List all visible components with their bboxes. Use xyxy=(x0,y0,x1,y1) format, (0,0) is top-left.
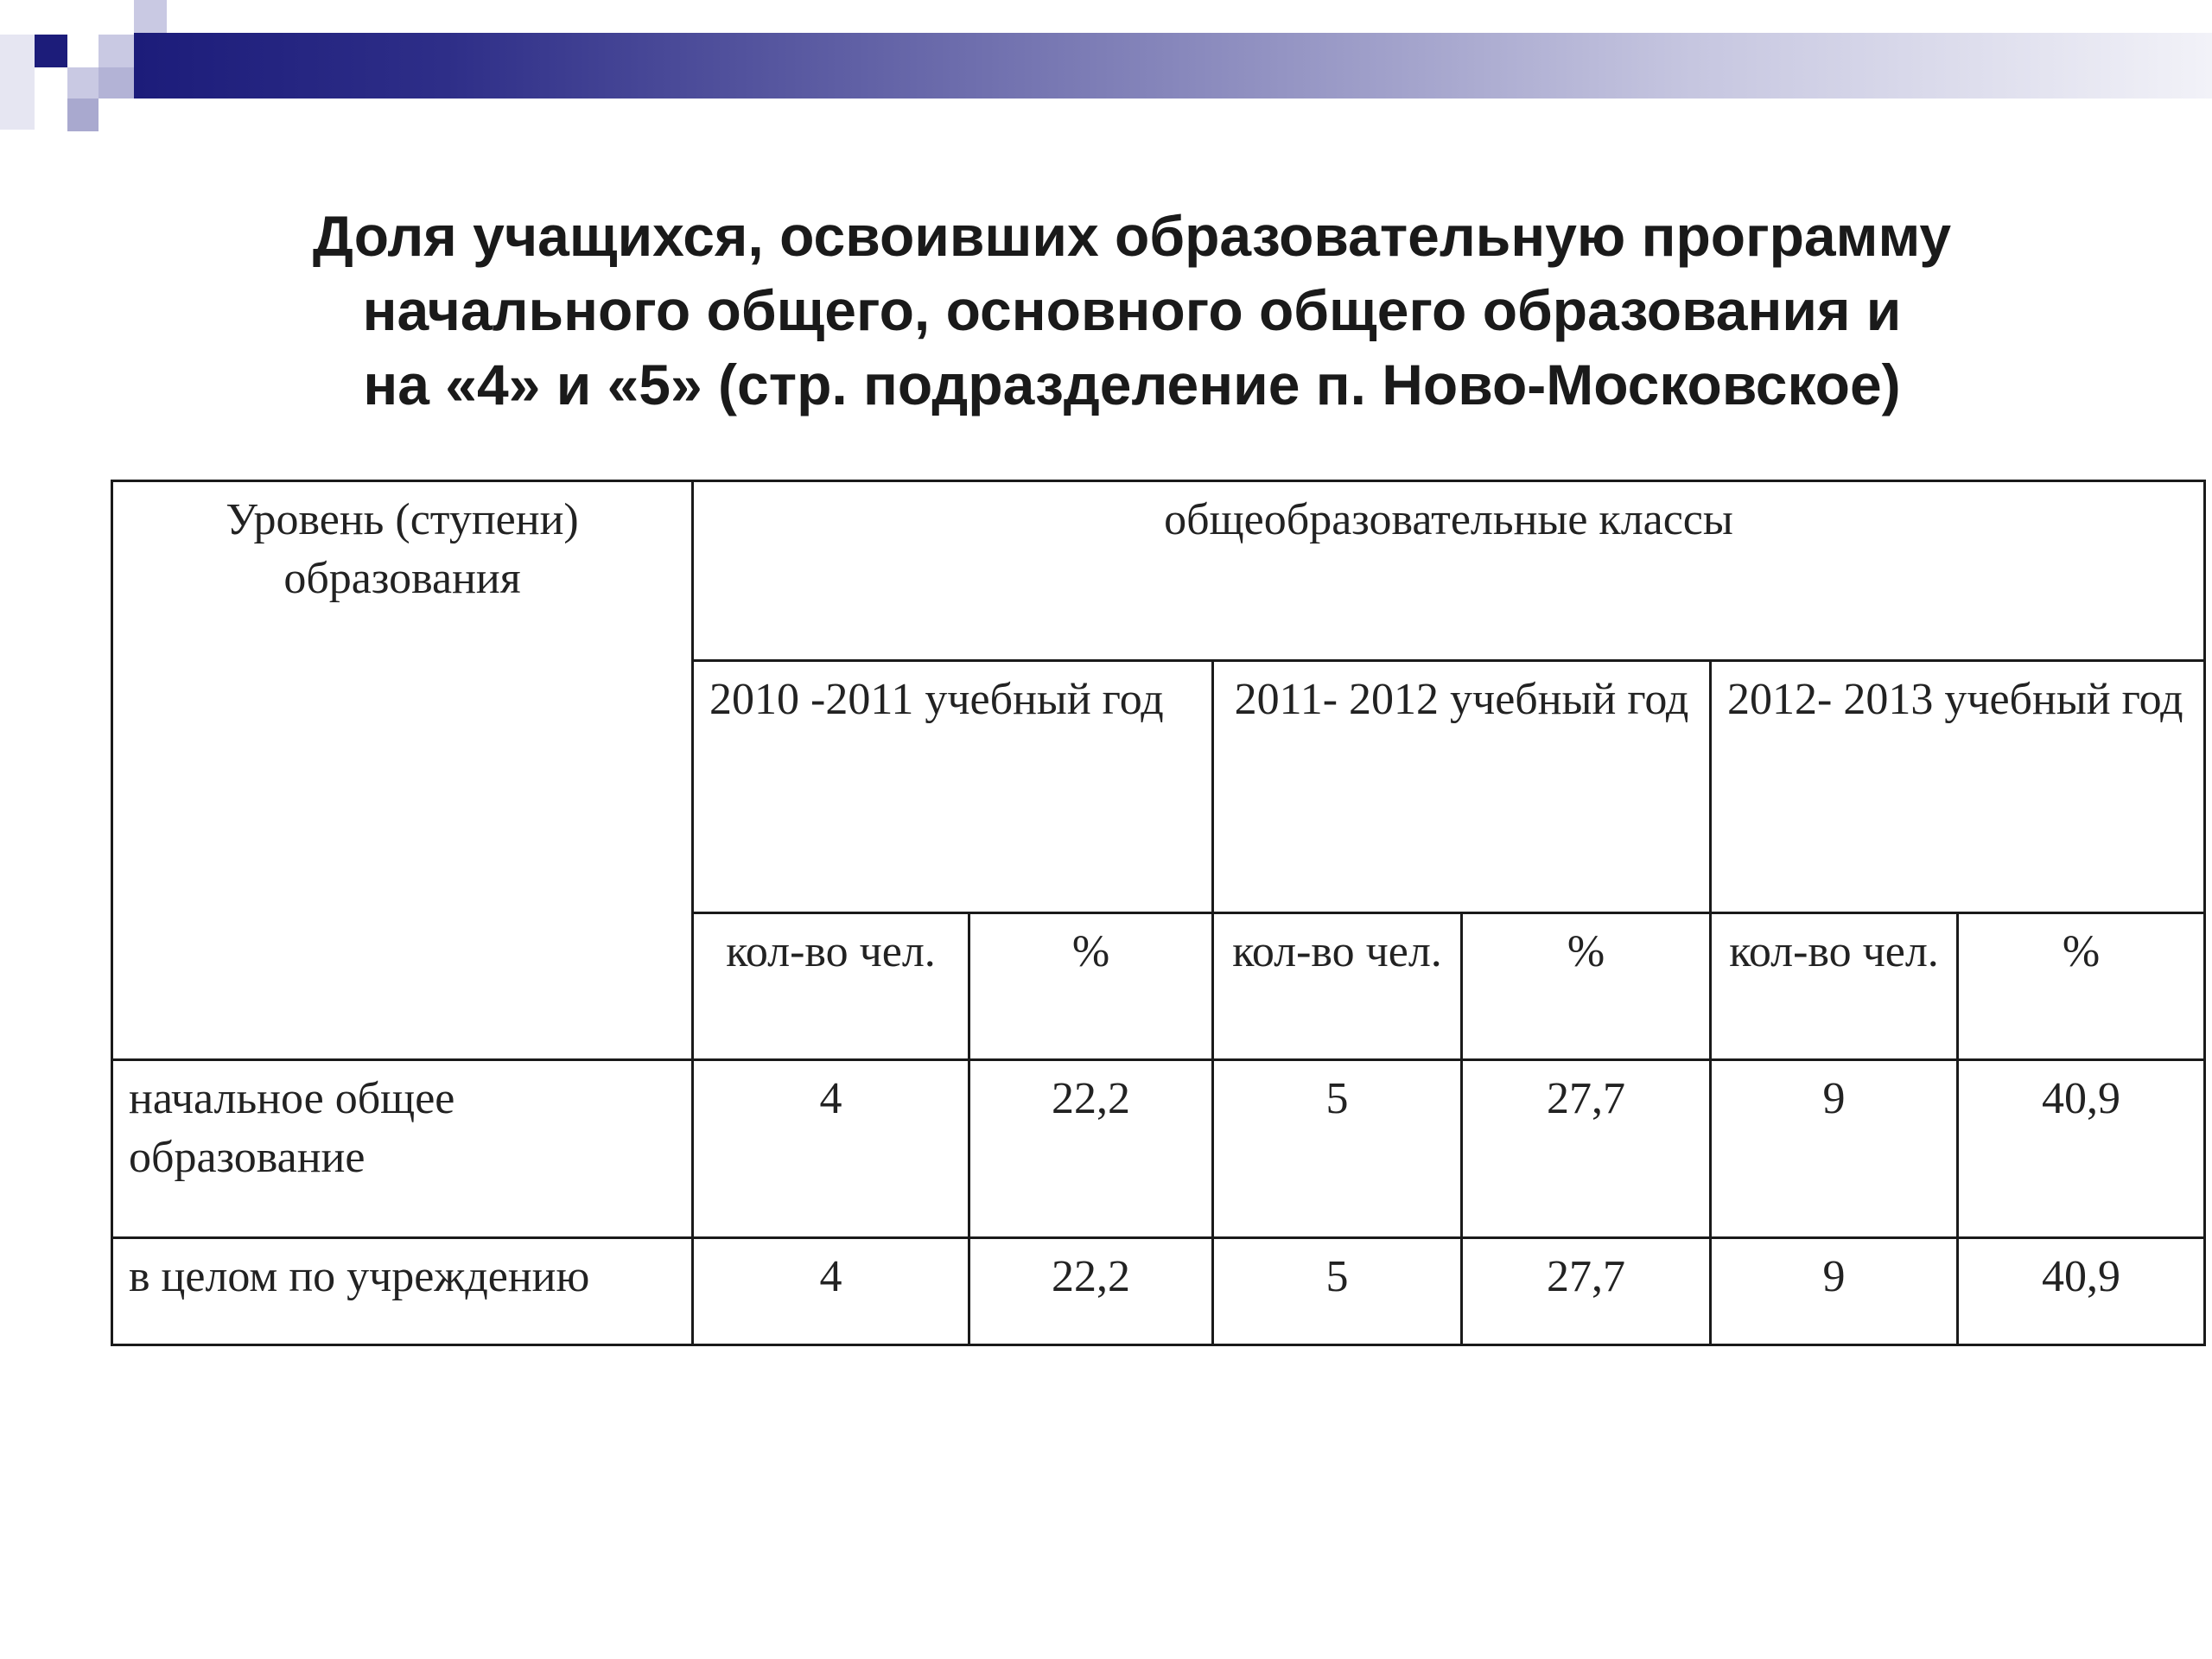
banner-gradient-bar xyxy=(134,33,2212,99)
banner-square xyxy=(99,35,134,67)
header-row-1 xyxy=(112,481,2205,661)
banner-square xyxy=(67,35,99,67)
subheader-percent: % xyxy=(969,913,1213,1060)
row-label: начальное общее образование xyxy=(112,1060,693,1238)
table-cell: 22,2 xyxy=(969,1238,1213,1345)
table-cell: 4 xyxy=(693,1060,969,1238)
title-line-1: Доля учащихся, освоивших образовательную программу xyxy=(312,204,1952,268)
table-cell: 5 xyxy=(1213,1238,1462,1345)
slide-title xyxy=(0,199,2212,422)
banner-square xyxy=(67,67,99,99)
year-header-2011-2012: 2011- 2012 учебный год xyxy=(1213,661,1711,913)
banner-square xyxy=(134,0,167,33)
table-row xyxy=(112,1060,2205,1238)
year-header-2012-2013: 2012- 2013 учебный год xyxy=(1711,661,2205,913)
subheader-percent: % xyxy=(1958,913,2205,1060)
table-cell: 27,7 xyxy=(1462,1060,1711,1238)
row-label: в целом по учреждению xyxy=(112,1238,693,1345)
year-header-2010-2011: 2010 -2011 учебный год xyxy=(693,661,1213,913)
subheader-percent: % xyxy=(1462,913,1711,1060)
table-cell: 4 xyxy=(693,1238,969,1345)
table-cell: 9 xyxy=(1711,1060,1958,1238)
table-cell: 27,7 xyxy=(1462,1238,1711,1345)
banner-square xyxy=(99,67,134,99)
results-table-container xyxy=(111,480,2206,1346)
classes-header-cell: общеобразовательные классы xyxy=(693,481,2205,661)
banner-square xyxy=(0,35,35,130)
title-line-3: на «4» и «5» (стр. подразделение п. Ново-Московское) xyxy=(363,353,1901,416)
subheader-count: кол-во чел. xyxy=(693,913,969,1060)
table-cell: 40,9 xyxy=(1958,1238,2205,1345)
table-cell: 5 xyxy=(1213,1060,1462,1238)
subheader-count: кол-во чел. xyxy=(1213,913,1462,1060)
banner-square xyxy=(67,99,99,131)
table-cell: 22,2 xyxy=(969,1060,1213,1238)
level-header-cell: Уровень (ступени) образования xyxy=(112,481,693,1060)
banner-square xyxy=(35,67,67,99)
table-cell: 40,9 xyxy=(1958,1060,2205,1238)
results-table xyxy=(111,480,2206,1346)
table-cell: 9 xyxy=(1711,1238,1958,1345)
banner-square xyxy=(35,35,67,67)
title-line-2: начального общего, основного общего образования и xyxy=(362,278,1902,342)
subheader-count: кол-во чел. xyxy=(1711,913,1958,1060)
table-row xyxy=(112,1238,2205,1345)
